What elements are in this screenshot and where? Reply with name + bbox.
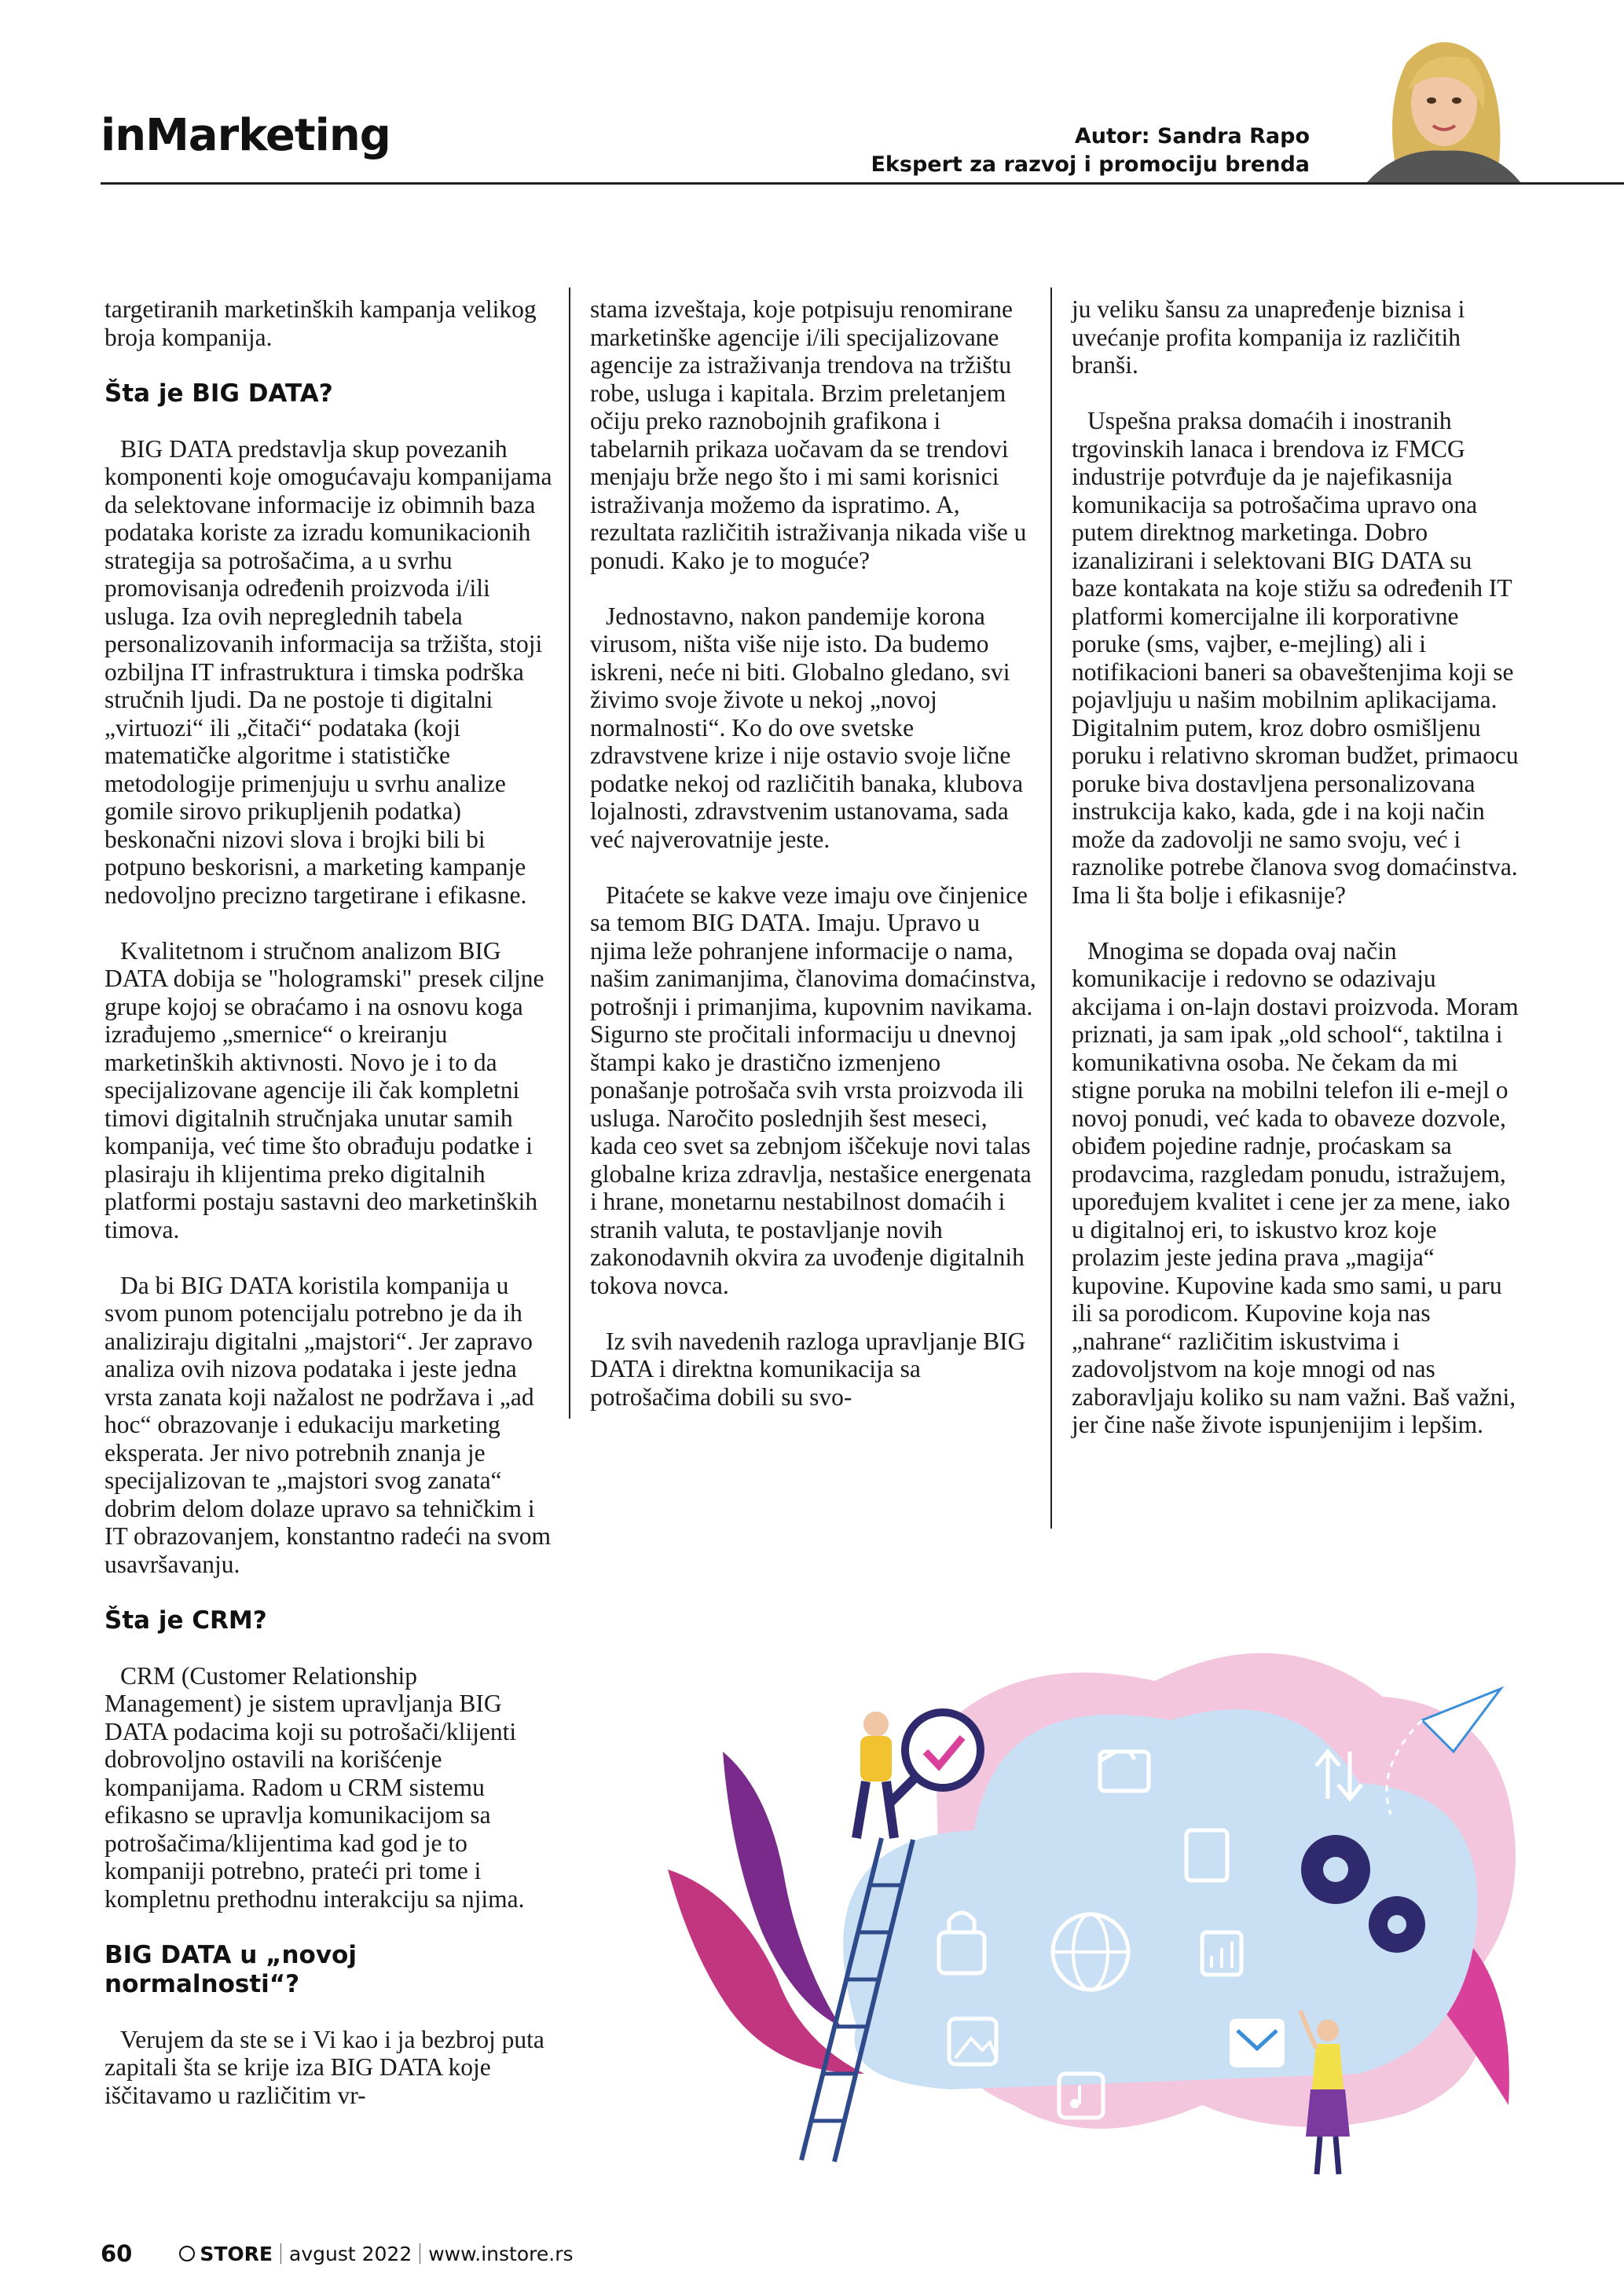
- paragraph: CRM (Customer Relationship Management) je sistem upravljanja BIG DATA podacima koji su potrošači/klijenti dobrovoljno ostavili na korišćenje kompanijama. Radom u CRM sistemu efikasno se upravlja komunikacijom sa potrošačima/klijentima kad god je to kompaniji potrebno, prateći pri tome i kompletnu prethodnu interakciju sa njima.: [104, 1661, 525, 1913]
- page-footer: [101, 2240, 574, 2267]
- header-rule: [101, 182, 1624, 185]
- paragraph: Mnogima se dopada ovaj način komunikacije i redovno se odazivaju akcijama i on-lajn dostavi proizvoda. Moram priznati, ja sam ipak „old school“, taktilna i komunikativna osoba. Ne čekam da mi stigne poruka na mobilni telefon ili e-mejl o novoj ponudi, već kada to obaveze dozvole, obiđem pojedine radnje, proćaskam sa prodavcima, razgledam ponudu, istražujem, upoređujem kvalitet i cene jer za mene, iako u digitalnoj eri, to iskustvo kroz koje prolazim jeste jedina prava „magija“ kupovine. Kupovine kada smo sami, u paru ili sa porodicom. Kupovine koja nas „nahrane“ različitim iskustvima i zadovoljstvom na koje mnogi od nas zaboravljaju koliko su nam važni. Baš važni, jer čine naše živote ispunjenijim i lepšim.: [1072, 936, 1519, 1438]
- person-with-magnifier: [856, 1712, 894, 1838]
- author-name: Autor: Sandra Rapo: [1074, 124, 1310, 148]
- paragraph: Iz svih navedenih razloga upravljanje BIG DATA i direktna komunikacija sa potrošačima dobili su svo-: [590, 1327, 1026, 1411]
- big-data-illustration: [605, 1634, 1548, 2192]
- paragraph: Jednostavno, nakon pandemije korona virusom, ništa više nije isto. Da budemo iskreni, neće ni biti. Globalno gledano, svi živimo svoje živote u nekoj „novoj normalnosti“. Ko do ove svetske zdravstvene krize i nije ostavio svoje lične podatke nekoj od različitih banaka, klubova lojalnosti, zdravstvenim ustanovama, sada već najverovatnije jeste.: [590, 602, 1024, 853]
- paragraph: Verujem da ste se i Vi kao i ja bezbroj puta zapitali šta se krije iza BIG DATA koje iščitavamo u različitim vr-: [104, 2025, 544, 2109]
- brand-name: STORE: [200, 2242, 273, 2265]
- footer-separator: [280, 2243, 281, 2264]
- subheading: BIG DATA u „novoj normalnosti“?: [104, 1940, 357, 1998]
- section-title: inMarketing: [101, 110, 390, 161]
- paragraph: ju veliku šansu za unapređenje biznisa i uvećanje profita kompanija iz različitih branši.: [1072, 295, 1465, 379]
- paragraph: Pitaćete se kakve veze imaju ove činjenice sa temom BIG DATA. Imaju. Upravo u njima leže pohranjene informacije o nama, našim zanimanjima, članovima domaćinstva, potrošnji i primanjima, kupovnim navikama. Sigurno ste pročitali informaciju u dnevnoj štampi kako je drastično izmenjeno ponašanje potrošača svih vrsta proizvoda ili usluga. Naročito poslednjih šest meseci, kada ceo svet sa zebnjom iščekuje novi talas globalne kriza zdravlja, nestašice energenata i hrane, monetarnu nestabilnost domaćih i stranih valuta, te postavljanje novih zakonodavnih okvira za uvođenje digitalnih tokova novca.: [590, 881, 1036, 1299]
- gear-icon: [1301, 1835, 1370, 1904]
- article-column-1: [104, 295, 552, 2137]
- subheading: Šta je BIG DATA?: [104, 379, 333, 408]
- paragraph: Da bi BIG DATA koristila kompanija u svom punom potencijalu potrebno je da ih analiziraju digitalni „majstori“. Jer zapravo analiza ovih nizova podataka i jeste jedna vrsta zanata koji nažalost ne podržava i „ad hoc“ obrazovanje i edukaciju marketing eksperata. Jer nivo potrebnih znanja je specijalizovan te „majstori svog zanata“ dobrim delom dolaze upravo sa tehničkim i IT obrazovanjem, konstantno radeći na svom usavršavanju.: [104, 1271, 551, 1578]
- author-role: Ekspert za razvoj i promociju brenda: [871, 152, 1310, 177]
- author-block: [871, 123, 1310, 179]
- issue-date: avgust 2022: [289, 2242, 412, 2265]
- paragraph: BIG DATA predstavlja skup povezanih komponenti koje omogućavaju kompanijama da selektovane informacije iz obimnih baza podataka koriste za izradu komunikacionih strategija sa potrošačima, a u svrhu promovisanja određenih proizvoda i/ili usluga. Iza ovih nepreglednih tabela personalizovanih informacija sa tržišta, stoji ozbiljna IT infrastruktura i timska podrška stručnih ljudi. Da ne postoje ti digitalni „virtuozi“ ili „čitači“ podataka (koji matematičke algoritme i statističke metodologije primenjuju u svrhu analize gomile sirovo prikupljenih podatka) beskonačni nizovi slova i brojki bili bi potpuno beskorisni, a marketing kampanje nedovoljno precizno targetirane i efikasne.: [104, 434, 552, 909]
- article-column-2: [590, 295, 1038, 1439]
- page-number: 60: [101, 2240, 133, 2267]
- subheading: Šta je CRM?: [104, 1606, 267, 1635]
- magazine-brand: [179, 2243, 273, 2265]
- mail-icon: [1230, 2019, 1285, 2067]
- paragraph: targetiranih marketinških kampanja velikog broja kompanija.: [104, 295, 537, 351]
- brand-logo-icon: [179, 2246, 195, 2261]
- website-link[interactable]: www.instore.rs: [428, 2242, 574, 2265]
- article-column-3: [1072, 295, 1520, 1467]
- paragraph: Kvalitetnom i stručnom analizom BIG DATA dobija se "hologramski" presek ciljne grupe kojoj se obraćamo i na osnovu koga izrađujemo „smernice“ o kreiranju marketinških aktivnosti. Novo je i to da specijalizovane agencije ili čak kompletni timovi digitalnih stručnjaka unutar samih kompanija, već time što obrađuju podatke i plasiraju ih klijentima preko digitalnih platformi postaju sastavni deo marketinških timova.: [104, 936, 544, 1243]
- column-divider: [569, 287, 570, 1419]
- paragraph: stama izveštaja, koje potpisuju renomirane marketinške agencije i/ili specijalizovane agencije za istraživanja trendova na tržištu robe, usluga i kapitala. Brzim preletanjem očiju preko raznobojnih grafikona i tabelarnih prikaza uočavam da se trendovi menjaju brže nego što i mi sami korisnici istraživanja možemo da ispratimo. A, rezultata različitih istraživanja nikada više u ponudi. Kako je to moguće?: [590, 295, 1027, 574]
- column-divider: [1050, 287, 1052, 1529]
- author-portrait: [1351, 16, 1532, 182]
- paragraph: Uspešna praksa domaćih i inostranih trgovinskih lanaca i brendova iz FMCG industrije potvrđuje da je najefikasnija komunikacija sa potrošačima upravo ona putem direktnog marketinga. Dobro izanalizirani i selektovani BIG DATA su baze kontakata na koje stižu sa određenih IT platformi komercijalne ili korporativne poruke (sms, vajber, e-mejling) ali i notifikacioni baneri sa obaveštenjima koji se pojavljuju u našim mobilnim aplikacijama. Digitalnim putem, kroz dobro osmišljenu poruku i relativno skroman budžet, primaocu poruke biva dostavljena personalizovana instrukcija kako, kada, gde i na koji način može da zadovolji ne samo svoju, već i raznolike potrebe članova svog domaćinstva. Ima li šta bolje i efikasnije?: [1072, 407, 1519, 909]
- gear-icon: [1369, 1896, 1425, 1953]
